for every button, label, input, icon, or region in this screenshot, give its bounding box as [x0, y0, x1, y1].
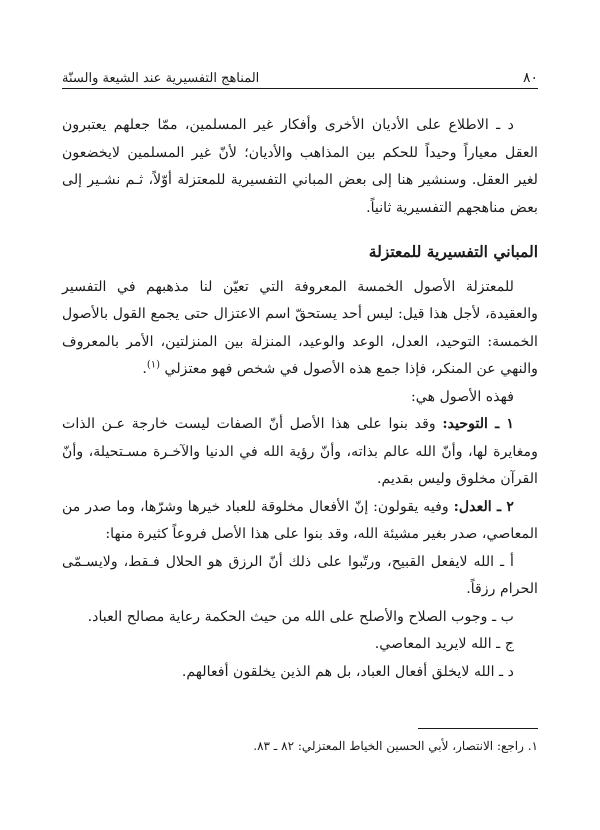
- running-header: [62, 64, 538, 86]
- paragraph-intro: د ـ الاطلاع على الأديان الأخرى وأفكار غير المسلمين، ممّا جعلهم يعتبرون العقل معياراً وحيداً للحكم بين المذاهب والأديان؛ لأنّ غير المسلمين لايخضعون لغير العقل. وسنشير هنا إلى بعض المباني التفسيرية للمعتزلة أوّلاً، ثـم نشـير إلى بعض مناهجهم التفسيرية ثانياً.: [62, 117, 538, 216]
- adl-text: وفيه يقولون: إنّ الأفعال مخلوقة للعباد خيرها وشرّها، وما صدر من المعاصي، صدر بغير مشيئة الله، وقد بنوا على هذا الأصل فروعاً كثيرة منها:: [62, 498, 538, 542]
- header-rule: [62, 88, 538, 89]
- list-item-d: د ـ الله لايخلق أفعال العباد، بل هم الذين يخلقون أفعالهم.: [181, 663, 514, 680]
- paragraph-tawhid: [62, 411, 538, 494]
- adl-heading: ٢ ـ العدل:: [453, 498, 514, 515]
- footnote: ١. راجع: الانتصار، لأبي الحسين الخياط المعتزلي: ٨٢ ـ ٨٣.: [253, 739, 538, 753]
- paragraph-adl: [62, 494, 538, 549]
- footnote-ref: (١): [146, 359, 161, 371]
- tawhid-heading: ١ ـ التوحيد:: [442, 416, 514, 432]
- paragraph-five-principles-text: للمعتزلة الأصول الخمسة المعروفة التي تعيّن لنا مذهبهم في التفسير والعقيدة، لأجل هذا قيل: ليس أحد يستحقّ اسم الاعتزال حتى يجمع القول بالأصول الخمسة: التوحيد، العدل، الوعد والوعيد، المنزلة بين المنزلتين، الأمر بالمعروف والنهي عن المنكر، فإذا جمع هذه الأصول في شخص فهو معتزلي: [62, 278, 538, 377]
- running-title: المناهج التفسيرية عند الشيعة والسنّة: [62, 71, 260, 86]
- paragraph-five-principles: [62, 274, 538, 384]
- body-text: [62, 112, 538, 686]
- list-item-c: ج ـ الله لايريد المعاصي.: [374, 636, 514, 652]
- page-number: ٨٠: [522, 70, 538, 86]
- paragraph-principles-intro: فهذه الأصول هي:: [410, 388, 514, 405]
- tawhid-text: وقد بنوا على هذا الأصل أنّ الصفات ليست خارجة عـن الذات ومغايرة لها، وأنّ الله عالم بذاته، وأنّ رؤية الله في الدنيا والآخـرة مسـتحيلة، وأنّ القرآن مخلوق وليس بقديم.: [62, 416, 538, 487]
- footnote-rule: [418, 728, 538, 729]
- section-title: المباني التفسيرية للمعتزلة: [368, 242, 538, 261]
- list-item-b: ب ـ وجوب الصلاح والأصلح على الله من حيث الحكمة رعاية مصالح العباد.: [87, 608, 514, 625]
- paragraph-end-mark: .: [142, 361, 147, 377]
- list-item-a: أ ـ الله لايفعل القبيح، ورتّبوا على ذلك أنّ الرزق هو الحلال فـقط، ولايسـمّى الحرام رزقاً.: [62, 553, 538, 597]
